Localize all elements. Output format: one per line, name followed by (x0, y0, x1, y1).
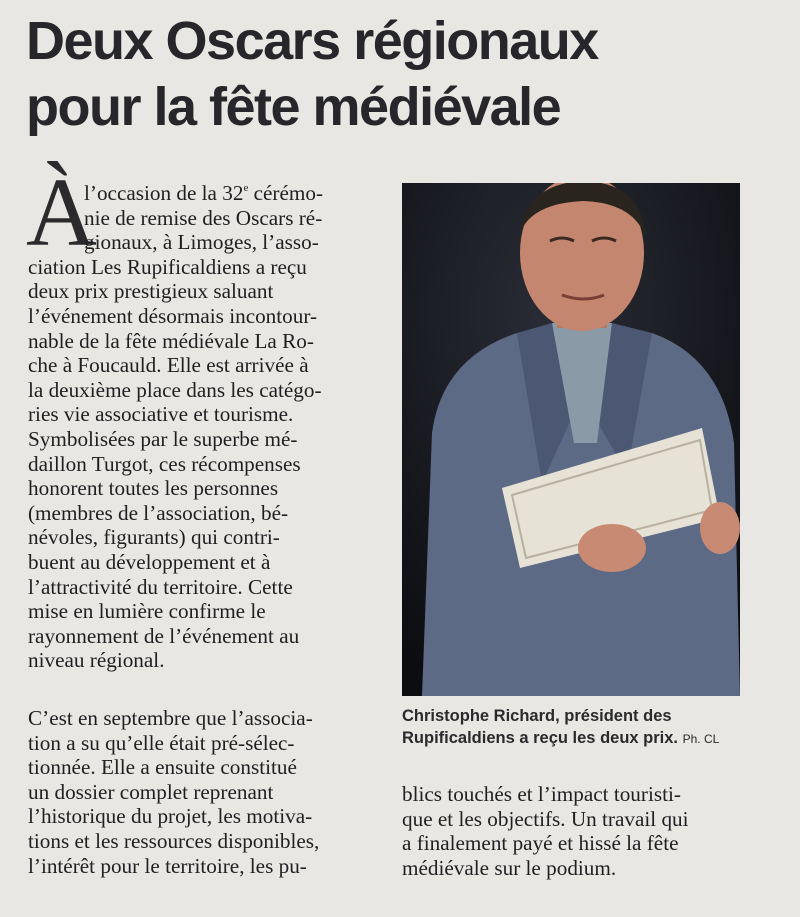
text-line: (membres de l’association, bé- (28, 500, 289, 525)
photo-illustration (402, 183, 740, 696)
text-line: un dossier complet reprenant (28, 779, 274, 804)
text-segment: cérémo- (248, 181, 324, 205)
paragraph-1 (28, 176, 388, 673)
paragraph-2 (28, 706, 388, 878)
headline-line-2: pour la fête médiévale (26, 77, 561, 137)
text-line: névoles, figurants) qui contri- (28, 525, 280, 550)
text-line: honorent toutes les personnes (28, 476, 279, 501)
text-line: rayonnement de l’événement au (28, 623, 300, 648)
right-column-text (402, 782, 742, 880)
text-line: l’attractivité du territoire. Cette (28, 574, 293, 599)
text-segment: l’occasion de la 32 (84, 181, 244, 205)
text-line: ries vie associative et tourisme. (28, 402, 294, 427)
text-line: mise en lumière confirme le (28, 599, 266, 624)
text-line: l’historique du projet, les motiva- (28, 804, 313, 829)
caption-line-2 (402, 727, 792, 750)
text-line: ciation Les Rupificaldiens a reçu (28, 254, 307, 279)
text-line: nie de remise des Oscars ré- (84, 205, 323, 230)
photo-caption (402, 705, 792, 750)
text-line: que et les objectifs. Un travail qui (402, 806, 689, 831)
text-line: niveau régional. (28, 648, 165, 673)
text-line: l’intérêt pour le territoire, les pu- (28, 853, 307, 878)
caption-line-1: Christophe Richard, président des (402, 707, 672, 725)
text-line: la deuxième place dans les catégo- (28, 377, 322, 402)
text-line: C’est en septembre que l’associa- (28, 706, 313, 730)
headline-line-1: Deux Oscars régionaux (26, 11, 598, 71)
superscript: e (243, 182, 249, 194)
text-line: che à Foucauld. Elle est arrivée à (28, 353, 309, 378)
text-line: gionaux, à Limoges, l’asso- (84, 230, 319, 255)
photo-credit: Ph. CL (682, 732, 720, 746)
drop-cap: À (26, 159, 97, 267)
text-line: deux prix prestigieux saluant (28, 279, 274, 304)
article-photo (402, 183, 740, 696)
text-line: buent au développement et à (28, 549, 271, 574)
text-line: daillon Turgot, ces récompenses (28, 451, 301, 476)
text-line: a finalement payé et hissé la fête (402, 831, 679, 856)
text-line: tion a su qu’elle était pré-sélec- (28, 730, 295, 755)
text-line: tions et les ressources disponibles, (28, 828, 320, 853)
text-line: médiévale sur le podium. (402, 855, 617, 880)
text-line (28, 176, 388, 206)
text-line: tionnée. Elle a ensuite constitué (28, 755, 297, 780)
text-line: l’événement désormais incontour- (28, 303, 318, 328)
article-headline (26, 8, 786, 140)
text-line: nable de la fête médiévale La Ro- (28, 328, 314, 353)
caption-text: Rupificaldiens a reçu les deux prix. (402, 729, 679, 747)
text-line: blics touchés et l’impact touristi- (402, 782, 681, 806)
text-line: Symbolisées par le superbe mé- (28, 426, 298, 451)
